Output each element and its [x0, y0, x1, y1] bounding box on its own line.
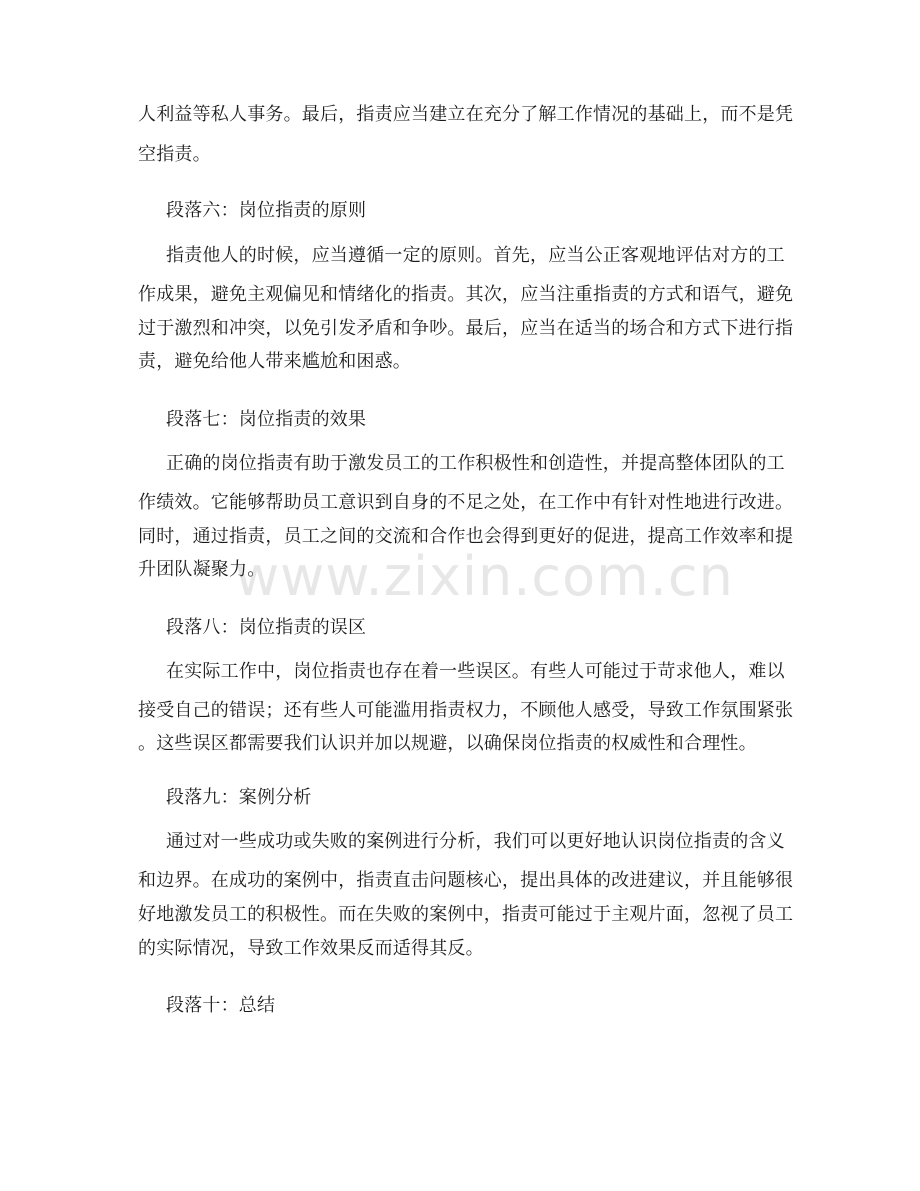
section-heading: 段落九：案例分析: [166, 787, 312, 808]
body-text-line: 作成果，避免主观偏见和情绪化的指责。其次，应当注重指责的方式和语气，避免: [138, 284, 794, 305]
body-text-line: 同时，通过指责，员工之间的交流和合作也会得到更好的促进，提高工作效率和提: [138, 526, 794, 547]
body-text-line: 和边界。在成功的案例中，指责直击问题核心，提出具体的改进建议，并且能够很: [138, 870, 794, 891]
body-text-line: 通过对一些成功或失败的案例进行分析，我们可以更好地认识岗位指责的含义: [166, 831, 785, 852]
body-text-line: 升团队凝聚力。: [138, 559, 266, 580]
body-text-line: 。这些误区都需要我们认识并加以规避，以确保岗位指责的权威性和合理性。: [138, 733, 757, 754]
body-text-line: 正确的岗位指责有助于激发员工的工作积极性和创造性，并提高整体团队的工: [166, 453, 785, 474]
body-text-line: 作绩效。它能够帮助员工意识到自身的不足之处，在工作中有针对性地进行改进。: [138, 492, 794, 513]
section-heading: 段落十：总结: [166, 995, 276, 1016]
body-text-line: 接受自己的错误；还有些人可能滥用指责权力，不顾他人感受，导致工作氛围紧张: [138, 700, 794, 721]
body-text-line: 过于激烈和冲突，以免引发矛盾和争吵。最后，应当在适当的场合和方式下进行指: [138, 318, 794, 339]
body-text-line: 在实际工作中，岗位指责也存在着一些误区。有些人可能过于苛求他人，难以: [166, 661, 785, 682]
body-text-line: 的实际情况，导致工作效果反而适得其反。: [138, 938, 484, 959]
body-text-line: 指责他人的时候，应当遵循一定的原则。首先，应当公正客观地评估对方的工: [166, 245, 785, 266]
body-text-line: 人利益等私人事务。最后，指责应当建立在充分了解工作情况的基础上，而不是凭: [138, 104, 794, 125]
watermark: www.zixin.com.cn: [235, 545, 734, 608]
section-heading: 段落六：岗位指责的原则: [166, 200, 367, 221]
section-heading: 段落八：岗位指责的误区: [166, 617, 367, 638]
body-text-line: 责，避免给他人带来尴尬和困惑。: [138, 351, 411, 372]
body-text-line: 空指责。: [138, 144, 211, 165]
body-text-line: 好地激发员工的积极性。而在失败的案例中，指责可能过于主观片面，忽视了员工: [138, 904, 794, 925]
section-heading: 段落七：岗位指责的效果: [166, 409, 367, 430]
